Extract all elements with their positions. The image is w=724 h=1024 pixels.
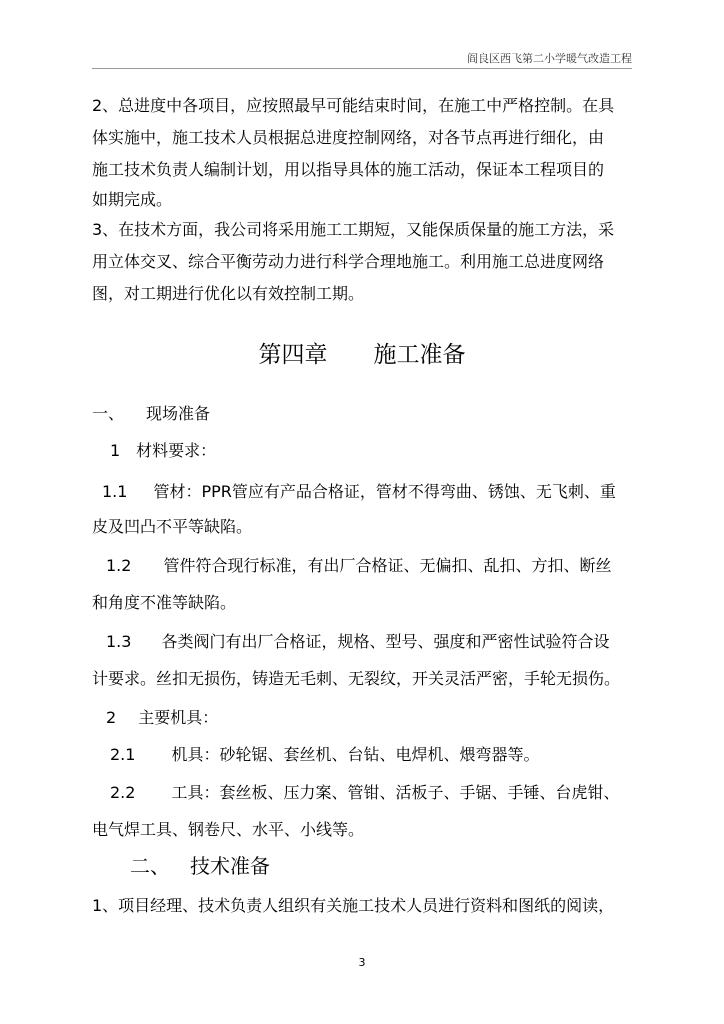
text-line: 图，对工期进行优化以有效控制工期。 — [92, 284, 365, 303]
item-text: 管件符合现行标准，有出厂合格证、无偏扣、乱扣、方扣、断丝 — [163, 556, 612, 575]
chapter-name: 施工准备 — [373, 342, 466, 368]
chapter-number: 第四章 — [258, 342, 328, 368]
section-title: 技术准备 — [190, 854, 270, 878]
item-2-1 — [110, 745, 650, 765]
item-number: 2.2 — [110, 783, 136, 802]
item-number: 1.2 — [106, 556, 132, 575]
text-line: 电气焊工具、钢卷尺、水平、小线等。 — [92, 820, 365, 839]
item-text: 机具：砂轮锯、套丝机、台钻、电焊机、煨弯器等。 — [171, 745, 540, 764]
text-line: 计要求。丝扣无损伤，铸造无毛刺、无裂纹，开关灵活严密，手轮无损伤。 — [92, 669, 621, 688]
materials-heading: 1 材料要求： — [110, 441, 217, 460]
header-divider — [92, 68, 632, 69]
item-text: 各类阀门有出厂合格证，规格、型号、强度和严密性试验符合设 — [161, 632, 610, 651]
section-heading-2 — [130, 856, 670, 876]
item-text: 工具：套丝板、压力案、管钳、活板子、手锯、手锤、台虎钳、 — [171, 783, 620, 802]
running-header: 阎良区西飞第二小学暖气改造工程 — [467, 52, 632, 65]
item-text: 主要机具： — [138, 708, 219, 727]
section-heading-1 — [92, 404, 632, 424]
item-number: 2 — [106, 708, 117, 727]
section-title: 现场准备 — [146, 404, 211, 423]
item-number: 1.1 — [102, 482, 128, 501]
tools-heading — [106, 708, 646, 728]
chapter-title — [0, 340, 724, 370]
text-line: 2、总进度中各项目，应按照最早可能结束时间，在施工中严格控制。在具 — [92, 96, 615, 115]
item-number: 1.3 — [106, 632, 132, 651]
text-line: 皮及凹凸不平等缺陷。 — [92, 517, 253, 536]
section-number: 一、 — [92, 404, 125, 423]
text-line: 如期完成。 — [92, 190, 173, 209]
section-number: 二、 — [130, 854, 170, 878]
text-line: 用立体交叉、综合平衡劳动力进行科学合理地施工。利用施工总进度网络 — [92, 252, 605, 271]
item-2-2 — [110, 783, 650, 803]
text-line: 3、在技术方面，我公司将采用施工工期短，又能保质保量的施工方法，采 — [92, 220, 615, 239]
item-1-1 — [102, 482, 642, 502]
item-1-3 — [106, 632, 646, 652]
text-line: 1、项目经理、技术负责人组织有关施工技术人员进行资料和图纸的阅读， — [92, 896, 615, 915]
text-line: 和角度不准等缺陷。 — [92, 593, 237, 612]
item-text: 管材：PPR管应有产品合格证，管材不得弯曲、锈蚀、无飞刺、重 — [153, 482, 616, 501]
item-1-2 — [106, 556, 646, 576]
item-number: 2.1 — [110, 745, 136, 764]
text-line: 施工技术负责人编制计划，用以指导具体的施工活动，保证本工程项目的 — [92, 160, 605, 179]
text-line: 体实施中，施工技术人员根据总进度控制网络，对各节点再进行细化，由 — [92, 128, 605, 147]
page-number: 3 — [358, 956, 366, 969]
